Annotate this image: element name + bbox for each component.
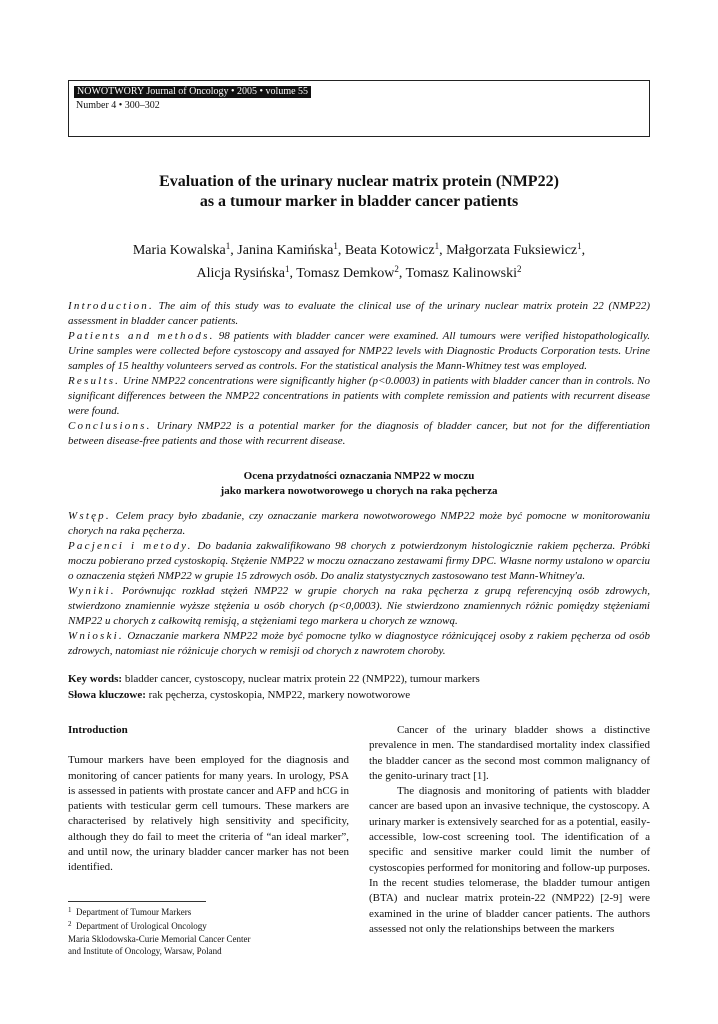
- author-name: Alicja Rysińska: [196, 266, 285, 281]
- author-separator: ,: [398, 266, 406, 281]
- body-paragraph-2: The diagnosis and monitoring of patients with bladder cancer are based upon an invasive technique, the cystoscopy. A urinary marker is extensively searched for as a potential, easily-accessible, low-cost screening tool. The identification of a specific and sensitive marker could limit the number of cystoscopies performed for monitoring and follow-up purposes. In the recent studies telomerase, the bladder tumour antigen (BTA) and nuclear matrix protein-22 (NMP22) [2-9] were examined in the urine of bladder cancer patients. The authors assessed not only the relationships between the markers: [369, 785, 650, 935]
- abstract-pl-section-label: Wyniki.: [68, 585, 116, 597]
- keywords-block: [68, 671, 650, 703]
- abstract-en-paragraph: [68, 329, 650, 374]
- author-name: Tomasz Demkow: [296, 266, 395, 281]
- footnote-line: [68, 945, 349, 957]
- keywords-english-label: Key words:: [68, 673, 123, 685]
- polish-title-line-2: jako markera nowotworowego u chorych na raka pęcherza: [220, 485, 498, 497]
- author-name: Maria Kowalska: [132, 243, 226, 258]
- footnote-line: [68, 904, 349, 918]
- affiliation-mark: 1: [284, 264, 290, 274]
- abstract-pl-section-label: Wstęp.: [68, 510, 111, 522]
- footnote-divider: [68, 901, 206, 902]
- abstract-en-section-text: Urine NMP22 concentrations were significantly higher (p<0.0003) in patients with bladder cancer than in controls. No significant differences between the NMP22 concentrations in patients with complete remission and patients with recurrent disease were found.: [68, 375, 650, 417]
- abstract-pl-section-text: Porównując rozkład stężeń NMP22 w grupie chorych na raka pęcherza z grupą referencyjną osób zdrowych, stwierdzono znamiennie wyższe stężenia u osób chorych (p<0,0003). Nie stwierdzono znamiennych różnic pomiędzy stężeniami NMP22 u chorych z całkowitą remisją, a stężeniami tego markera u chorych ze wznową.: [68, 585, 650, 627]
- abstract-en-section-text: 98 patients with bladder cancer were examined. All tumours were verified histopathologically. Urine samples were collected before cystoscopy and assayed for NMP22 levels with Diagnostic Products Corporation tests. Urine samples of 15 healthy volunteers served as controls. For the statistical analysis the Mann-Whitney test was employed.: [68, 330, 650, 372]
- abstract-pl-section-label: Wnioski.: [68, 630, 124, 642]
- abstract-en-paragraph: [68, 374, 650, 419]
- author-separator: ,: [337, 243, 345, 258]
- footnote-number: 2: [68, 920, 72, 929]
- footnote-text: Maria Sklodowska-Curie Memorial Cancer Center: [68, 933, 251, 944]
- left-column: [68, 723, 349, 876]
- affiliation-mark: 2: [517, 264, 522, 274]
- abstract-pl-section-text: Oznaczanie markera NMP22 może być pomocne tylko w diagnostyce różnicującej osoby z rakiem pęcherza od osób zdrowych, natomiast nie różnicuje chorych w remisji od chorych z nawrotem choroby.: [68, 630, 650, 657]
- paper-title: [68, 172, 650, 212]
- footnote-text: Department of Urological Oncology: [76, 921, 207, 932]
- abstract-en-section-text: Urinary NMP22 is a potential marker for the diagnosis of bladder cancer, but not for the differentiation between disease-free patients and those with recurrent disease.: [68, 420, 650, 447]
- introduction-paragraph: Tumour markers have been employed for the diagnosis and monitoring of cancer patients for many years. In urology, PSA is assessed in patients with prostate cancer and AFP and hCG in patients with testicular germ cell tumours. These markers are characterised by relatively high sensitivity and specificity, although they do fail to meet the criteria of “an ideal marker”, and until now, the urinary bladder cancer marker has not been identified.: [68, 754, 349, 874]
- abstract-pl-section-text: Do badania zakwalifikowano 98 chorych z potwierdzonym histologicznie rakiem pęcherza. Próbki moczu pobierano przed cystoskopią. Stężenie NMP22 w moczu oznaczano zestawami firmy DPC. Własne normy ustalono w oparciu o oznaczenia stężeń NMP22 w grupie 15 zdrowych osób. Do analiz statystycznych zastosowano test Mann-Whitney'a.: [68, 540, 650, 582]
- abstract-en-section-label: Conclusions.: [68, 420, 152, 432]
- abstract-pl-paragraph: [68, 629, 650, 659]
- abstract-pl-section-text: Celem pracy było zbadanie, czy oznaczanie markera nowotworowego NMP22 może być pomocne w monitorowaniu chorych na raka pęcherza.: [68, 510, 650, 537]
- affiliation-mark: 1: [577, 241, 582, 251]
- paper-title-line-1: Evaluation of the urinary nuclear matrix protein (NMP22): [159, 173, 559, 190]
- abstract-en-paragraph: [68, 419, 650, 449]
- keywords-polish-text: rak pęcherza, cystoskopia, NMP22, markery nowotworowe: [145, 689, 411, 701]
- keywords-polish: [68, 687, 650, 703]
- author-name: Beata Kotowicz: [344, 243, 435, 258]
- author-separator: ,: [289, 266, 297, 281]
- keywords-english: [68, 671, 650, 687]
- author-separator: ,: [230, 243, 238, 258]
- author-name: Janina Kamińska: [237, 243, 334, 258]
- author-name: Tomasz Kalinowski: [405, 266, 518, 281]
- right-column: [369, 723, 650, 937]
- abstract-pl-paragraph: [68, 539, 650, 584]
- journal-header: [68, 80, 650, 137]
- footnote-line: [68, 933, 349, 945]
- footnote-line: [68, 918, 349, 932]
- abstract-en-section-label: Results.: [68, 375, 121, 387]
- affiliation-mark: 1: [333, 241, 338, 251]
- abstract-en-section-label: Introduction.: [68, 300, 154, 312]
- abstract-pl-paragraph: [68, 584, 650, 629]
- abstract-polish: [68, 509, 650, 659]
- polish-title-line-1: Ocena przydatności oznaczania NMP22 w moczu: [243, 470, 475, 482]
- author-list: [68, 237, 650, 283]
- affiliation-mark: 1: [225, 241, 231, 251]
- affiliation-mark: 2: [394, 264, 399, 274]
- author-line-1: [68, 237, 650, 260]
- abstract-en-paragraph: [68, 299, 650, 329]
- abstract-en-section-label: Patients and methods.: [68, 330, 215, 342]
- paper-title-line-2: as a tumour marker in bladder cancer patients: [199, 193, 519, 210]
- author-line-2: [68, 260, 650, 283]
- affiliation-footnotes: [68, 904, 349, 957]
- polish-title: [68, 469, 650, 499]
- abstract-pl-section-label: Pacjenci i metody.: [68, 540, 193, 552]
- author-separator: ,: [439, 243, 447, 258]
- body-paragraph-1: Cancer of the urinary bladder shows a distinctive prevalence in men. The standardised mortality index classified the bladder cancer as the second most common malignancy of the genito-urinary tract [1].: [369, 724, 650, 782]
- footnote-text: and Institute of Oncology, Warsaw, Poland: [68, 945, 222, 956]
- issue-number: Number 4 • 300–302: [76, 100, 160, 111]
- abstract-pl-paragraph: [68, 509, 650, 539]
- introduction-heading: Introduction: [68, 724, 128, 736]
- author-separator: ,: [581, 243, 586, 258]
- affiliation-mark: 1: [434, 241, 440, 251]
- keywords-english-text: bladder cancer, cystoscopy, nuclear matrix protein 22 (NMP22), tumour markers: [122, 673, 480, 685]
- journal-title: NOWOTWORY Journal of Oncology • 2005 • volume 55: [74, 86, 311, 98]
- abstract-en-section-text: The aim of this study was to evaluate the clinical use of the urinary nuclear matrix protein 22 (NMP22) assessment in bladder cancer patients.: [68, 300, 650, 327]
- keywords-polish-label: Słowa kluczowe:: [68, 689, 146, 701]
- abstract-english: [68, 299, 650, 449]
- footnote-text: Department of Tumour Markers: [76, 907, 192, 917]
- author-name: Małgorzata Fuksiewicz: [446, 243, 578, 258]
- footnote-number: 1: [68, 906, 72, 914]
